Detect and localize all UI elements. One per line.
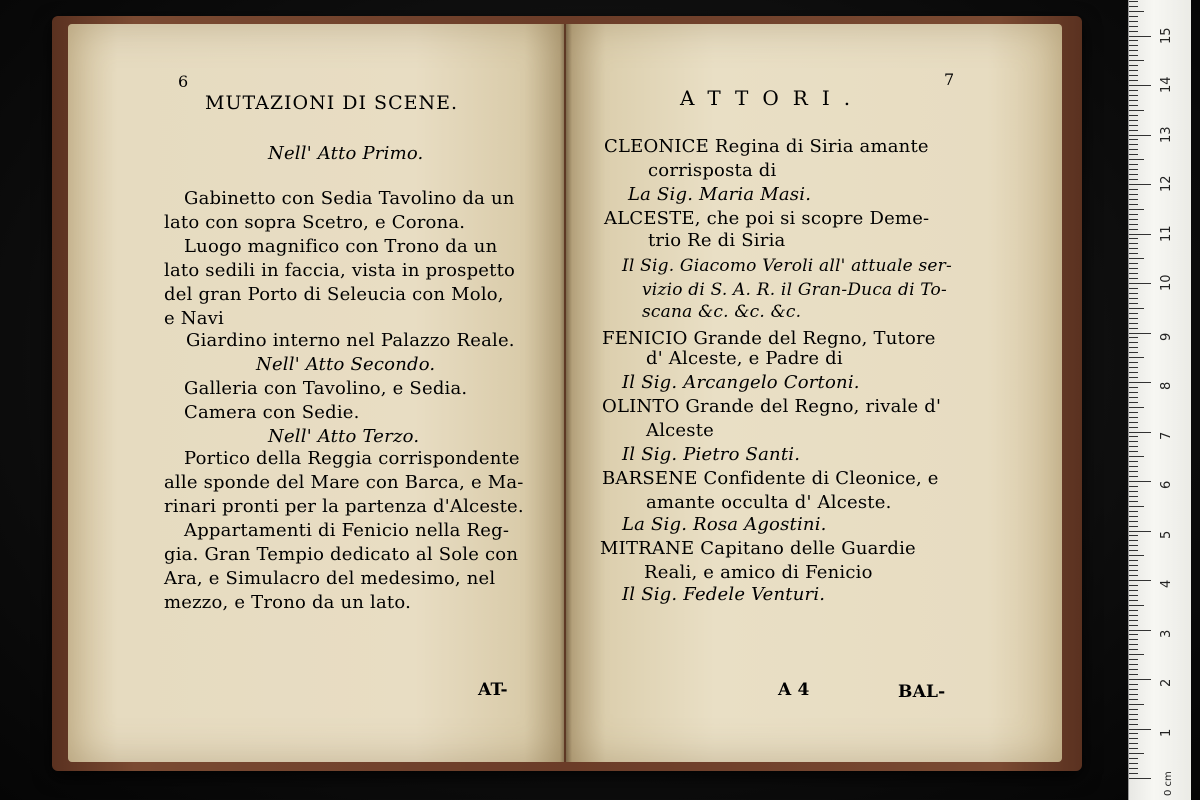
ruler-tick [1129, 535, 1138, 536]
ruler-tick [1129, 333, 1151, 334]
ruler-tick [1129, 219, 1138, 220]
actor-role: corrisposta di [648, 160, 777, 181]
ruler-tick [1129, 491, 1138, 492]
left-line: rinari pronti per la partenza d'Alceste. [164, 496, 524, 517]
ruler-tick [1129, 21, 1138, 22]
ruler-tick [1129, 60, 1144, 61]
ruler-tick [1129, 763, 1138, 764]
ruler-tick [1129, 461, 1138, 462]
ruler-tick [1129, 85, 1151, 86]
ruler-tick [1129, 407, 1144, 408]
ruler-tick [1129, 644, 1138, 645]
ruler-tick [1129, 625, 1138, 626]
ruler-tick [1129, 427, 1138, 428]
ruler-tick [1129, 130, 1138, 131]
ruler-tick [1129, 664, 1138, 665]
left-line: Appartamenti di Fenicio nella Reg- [184, 520, 510, 541]
actor-role: Reali, e amico di Fenicio [644, 562, 873, 583]
ruler-tick [1129, 476, 1138, 477]
ruler-tick [1129, 506, 1144, 507]
ruler-tick [1129, 679, 1151, 680]
ruler-tick [1129, 224, 1138, 225]
ruler-tick [1129, 496, 1138, 497]
ruler-tick [1129, 26, 1138, 27]
act2-heading: Nell' Atto Secondo. [256, 354, 436, 375]
ruler-tick [1129, 40, 1138, 41]
ruler-tick [1129, 738, 1138, 739]
ruler-tick [1129, 125, 1138, 126]
ruler-number: 6 [1159, 480, 1174, 489]
ruler-tick [1129, 748, 1138, 749]
ruler-tick [1129, 234, 1151, 235]
ruler-tick [1129, 189, 1138, 190]
ruler-unit-label: 0 cm [1163, 771, 1174, 796]
ruler-tick [1129, 303, 1138, 304]
ruler-tick [1129, 174, 1138, 175]
actor-name: La Sig. Maria Masi. [628, 184, 812, 205]
ruler-tick [1129, 308, 1144, 309]
left-line: del gran Porto di Seleucia con Molo, [164, 284, 504, 305]
ruler-tick [1129, 441, 1138, 442]
actor-name: Il Sig. Arcangelo Cortoni. [622, 372, 860, 393]
ruler-tick [1129, 699, 1138, 700]
ruler-tick [1129, 194, 1138, 195]
ruler-tick [1129, 570, 1138, 571]
ruler-tick [1129, 758, 1138, 759]
ruler-tick [1129, 550, 1138, 551]
actor-role: Alceste [646, 420, 715, 441]
ruler-tick [1129, 214, 1138, 215]
ruler-number: 10 [1159, 274, 1174, 291]
ruler-tick [1129, 273, 1138, 274]
ruler-number: 7 [1159, 431, 1174, 440]
ruler-tick [1129, 248, 1138, 249]
left-line: Giardino interno nel Palazzo Reale. [186, 330, 515, 351]
ruler-tick [1129, 55, 1138, 56]
ruler-tick [1129, 154, 1138, 155]
ruler-tick [1129, 471, 1138, 472]
ruler-number: 15 [1159, 26, 1174, 44]
ruler-tick [1129, 674, 1138, 675]
ruler-tick [1129, 753, 1144, 754]
ruler-tick [1129, 278, 1138, 279]
left-line: Galleria con Tavolino, e Sedia. [184, 378, 468, 399]
ruler-tick [1129, 545, 1138, 546]
ruler-tick [1129, 135, 1151, 136]
ruler-tick [1129, 610, 1138, 611]
left-line: Camera con Sedie. [184, 402, 360, 423]
ruler-tick [1129, 714, 1138, 715]
ruler-tick [1129, 95, 1138, 96]
ruler-number: 8 [1159, 381, 1174, 390]
actor-name: Il Sig. Fedele Venturi. [622, 584, 826, 605]
ruler-tick [1129, 486, 1138, 487]
ruler-tick [1129, 521, 1138, 522]
ruler-tick [1129, 238, 1138, 239]
left-line: mezzo, e Trono da un lato. [164, 592, 411, 613]
ruler-number: 11 [1159, 224, 1174, 242]
ruler-tick [1129, 669, 1138, 670]
ruler-tick [1129, 709, 1138, 710]
ruler-tick [1129, 719, 1138, 720]
ruler-number: 13 [1159, 125, 1174, 143]
ruler-tick [1129, 115, 1138, 116]
ruler-tick [1129, 169, 1138, 170]
ruler-tick [1129, 80, 1138, 81]
ruler-tick [1129, 531, 1151, 532]
actor-role: d' Alceste, e Padre di [646, 348, 843, 369]
act3-heading: Nell' Atto Terzo. [268, 426, 420, 447]
ruler-tick [1129, 362, 1138, 363]
ruler-tick [1129, 347, 1138, 348]
ruler-tick [1129, 565, 1138, 566]
ruler-tick [1129, 298, 1138, 299]
ruler-tick [1129, 367, 1138, 368]
ruler-tick [1129, 590, 1138, 591]
ruler-tick [1129, 768, 1138, 769]
ruler-tick [1129, 729, 1151, 730]
ruler-tick [1129, 451, 1138, 452]
ruler-tick [1129, 724, 1138, 725]
ruler-tick [1129, 392, 1138, 393]
ruler-number: 4 [1159, 579, 1174, 588]
ruler-tick [1129, 110, 1144, 111]
ruler-tick [1129, 580, 1151, 581]
ruler-tick [1129, 704, 1144, 705]
ruler-tick [1129, 639, 1138, 640]
ruler-tick [1129, 630, 1151, 631]
actor-role: ALCESTE, che poi si scopre Deme- [604, 208, 930, 229]
ruler-tick [1129, 432, 1151, 433]
actor-name: scana &c. &c. &c. [642, 302, 802, 322]
ruler-tick [1129, 436, 1138, 437]
ruler-tick [1129, 417, 1138, 418]
ruler-number: 1 [1159, 728, 1174, 737]
right-page [566, 24, 1062, 762]
ruler-tick [1129, 313, 1138, 314]
ruler-tick [1129, 318, 1138, 319]
actor-name: Il Sig. Giacomo Veroli all' attuale ser- [622, 256, 952, 276]
actor-role: CLEONICE Regina di Siria amante [604, 136, 929, 157]
left-line: lato con sopra Scetro, e Corona. [164, 212, 466, 233]
ruler-tick [1129, 773, 1138, 774]
book-gutter [560, 24, 572, 762]
ruler-tick [1129, 649, 1138, 650]
ruler-tick [1129, 263, 1138, 264]
actor-role: OLINTO Grande del Regno, rivale d' [602, 396, 942, 417]
ruler-number: 14 [1159, 76, 1174, 93]
ruler-tick [1129, 689, 1138, 690]
measurement-ruler [1128, 0, 1191, 800]
ruler-tick [1129, 328, 1138, 329]
ruler-tick [1129, 412, 1138, 413]
left-line: alle sponde del Mare con Barca, e Ma- [164, 472, 524, 493]
ruler-tick [1129, 342, 1138, 343]
ruler-tick [1129, 402, 1138, 403]
ruler-tick [1129, 585, 1138, 586]
left-page-number: 6 [178, 72, 189, 91]
ruler-tick [1129, 243, 1138, 244]
ruler-tick [1129, 397, 1138, 398]
actor-role: FENICIO Grande del Regno, Tutore [602, 328, 936, 349]
actor-name: La Sig. Rosa Agostini. [622, 514, 827, 535]
ruler-tick [1129, 620, 1138, 621]
ruler-tick [1129, 204, 1138, 205]
ruler-tick [1129, 184, 1151, 185]
ruler-tick [1129, 70, 1138, 71]
right-catchword: BAL- [898, 682, 946, 702]
ruler-tick [1129, 743, 1138, 744]
actor-role: trio Re di Siria [648, 230, 786, 251]
act1-heading: Nell' Atto Primo. [268, 143, 424, 164]
ruler-tick [1129, 323, 1138, 324]
ruler-tick [1129, 605, 1144, 606]
ruler-tick [1129, 144, 1138, 145]
ruler-tick [1129, 615, 1138, 616]
ruler-tick [1129, 6, 1138, 7]
ruler-tick [1129, 600, 1138, 601]
ruler-number: 9 [1159, 332, 1174, 341]
ruler-tick [1129, 446, 1138, 447]
ruler-tick [1129, 595, 1138, 596]
ruler-number: 12 [1159, 175, 1174, 192]
ruler-tick [1129, 733, 1138, 734]
ruler-number: 3 [1159, 629, 1174, 638]
ruler-tick [1129, 288, 1138, 289]
ruler-tick [1129, 694, 1138, 695]
ruler-tick [1129, 560, 1138, 561]
left-line: lato sedili in faccia, vista in prospetto [164, 260, 516, 281]
actor-role: MITRANE Capitano delle Guardie [600, 538, 916, 559]
ruler-tick [1129, 654, 1144, 655]
right-page-heading: ATTORI. [680, 86, 865, 110]
ruler-tick [1129, 45, 1138, 46]
ruler-tick [1129, 372, 1138, 373]
actor-role: amante occulta d' Alceste. [646, 492, 892, 513]
ruler-tick [1129, 253, 1138, 254]
ruler-tick [1129, 90, 1138, 91]
ruler-tick [1129, 377, 1138, 378]
ruler-tick [1129, 357, 1144, 358]
ruler-tick [1129, 139, 1138, 140]
actor-name: Il Sig. Pietro Santi. [622, 444, 801, 465]
left-page-heading: MUTAZIONI DI SCENE. [205, 92, 459, 114]
left-line: Portico della Reggia corrispondente [184, 448, 520, 469]
ruler-tick [1129, 283, 1151, 284]
left-line: gia. Gran Tempio dedicato al Sole con [164, 544, 519, 565]
ruler-tick [1129, 778, 1151, 779]
ruler-tick [1129, 352, 1138, 353]
ruler-tick [1129, 1, 1138, 2]
left-line: Luogo magnifico con Trono da un [184, 236, 498, 257]
left-line: e Navi [164, 308, 224, 329]
ruler-tick [1129, 179, 1138, 180]
ruler-tick [1129, 258, 1144, 259]
ruler-tick [1129, 31, 1138, 32]
left-line: Gabinetto con Sedia Tavolino da un [184, 188, 515, 209]
ruler-tick [1129, 105, 1138, 106]
ruler-tick [1129, 293, 1138, 294]
actor-role: BARSENE Confidente di Cleonice, e [602, 468, 939, 489]
left-catchword: AT- [478, 680, 508, 700]
ruler-tick [1129, 337, 1138, 338]
ruler-tick [1129, 516, 1138, 517]
ruler-number: 2 [1159, 678, 1174, 687]
ruler-tick [1129, 511, 1138, 512]
ruler-tick [1129, 65, 1138, 66]
ruler-tick [1129, 684, 1138, 685]
ruler-tick [1129, 199, 1138, 200]
ruler-tick [1129, 466, 1138, 467]
right-page-number: 7 [944, 70, 955, 89]
ruler-tick [1129, 659, 1138, 660]
ruler-number: 5 [1159, 530, 1174, 539]
ruler-tick [1129, 75, 1138, 76]
ruler-tick [1129, 120, 1138, 121]
signature-mark: A 4 [778, 680, 810, 700]
ruler-tick [1129, 50, 1138, 51]
ruler-tick [1129, 11, 1144, 12]
ruler-tick [1129, 16, 1138, 17]
ruler-tick [1129, 481, 1151, 482]
ruler-tick [1129, 422, 1138, 423]
ruler-tick [1129, 100, 1138, 101]
ruler-tick [1129, 382, 1151, 383]
left-line: Ara, e Simulacro del medesimo, nel [164, 568, 496, 589]
ruler-tick [1129, 229, 1138, 230]
actor-name: vizio di S. A. R. il Gran-Duca di To- [642, 280, 947, 300]
ruler-tick [1129, 634, 1138, 635]
ruler-tick [1129, 159, 1144, 160]
ruler-tick [1129, 268, 1138, 269]
ruler-tick [1129, 209, 1144, 210]
ruler-tick [1129, 456, 1144, 457]
ruler-tick [1129, 501, 1138, 502]
ruler-tick [1129, 575, 1138, 576]
ruler-tick [1129, 387, 1138, 388]
ruler-tick [1129, 36, 1151, 37]
ruler-tick [1129, 540, 1138, 541]
ruler-tick [1129, 164, 1138, 165]
ruler-tick [1129, 149, 1138, 150]
ruler-tick [1129, 526, 1138, 527]
ruler-tick [1129, 555, 1144, 556]
